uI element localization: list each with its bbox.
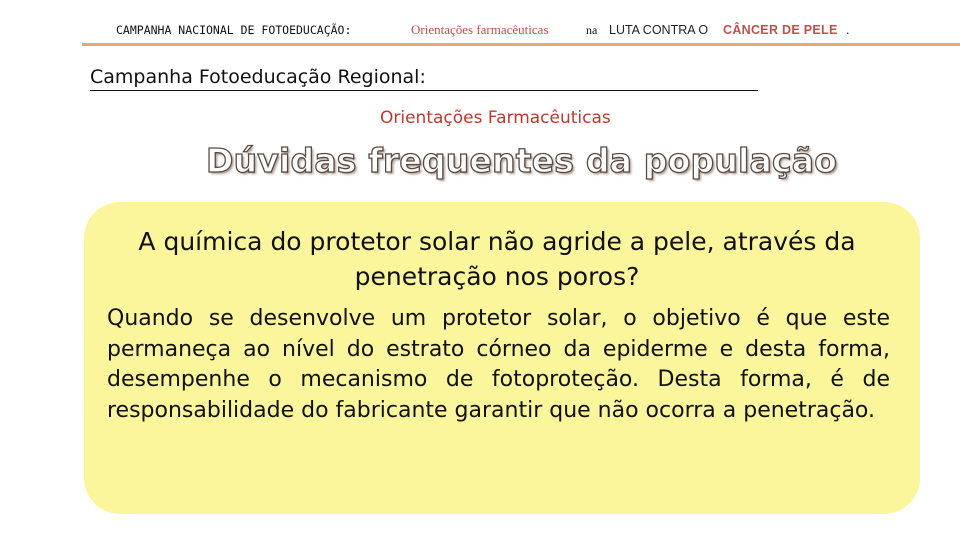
main-title: Dúvidas frequentes da população	[206, 141, 838, 180]
faq-card	[84, 202, 920, 514]
header-cancer-text: CÂNCER DE PELE	[723, 23, 838, 37]
header-na-text: na	[586, 23, 598, 37]
header-period: .	[846, 23, 850, 37]
faq-question: A química do protetor solar não agride a pele, através da penetração nos poros?	[138, 227, 856, 291]
slide-header	[0, 14, 960, 44]
faq-answer: Quando se desenvolve um protetor solar, o objetivo é que este permaneça ao nível do estrato córneo da epiderme e desta forma, desempenhe o mecanismo de fotoproteção. Desta forma, é de responsabilidade do fabricante garantir que não ocorra a penetração.	[107, 306, 890, 423]
subtitle: Orientações Farmacêuticas	[380, 108, 611, 128]
header-luta-text: LUTA CONTRA O	[609, 23, 709, 37]
header-campaign-text: CAMPANHA NACIONAL DE FOTOEDUCAÇÃO:	[116, 23, 352, 37]
header-orientation-text: Orientações farmacêuticas	[411, 22, 549, 37]
regional-campaign-title: Campanha Fotoeducação Regional:	[90, 64, 758, 91]
header-divider	[82, 43, 960, 46]
